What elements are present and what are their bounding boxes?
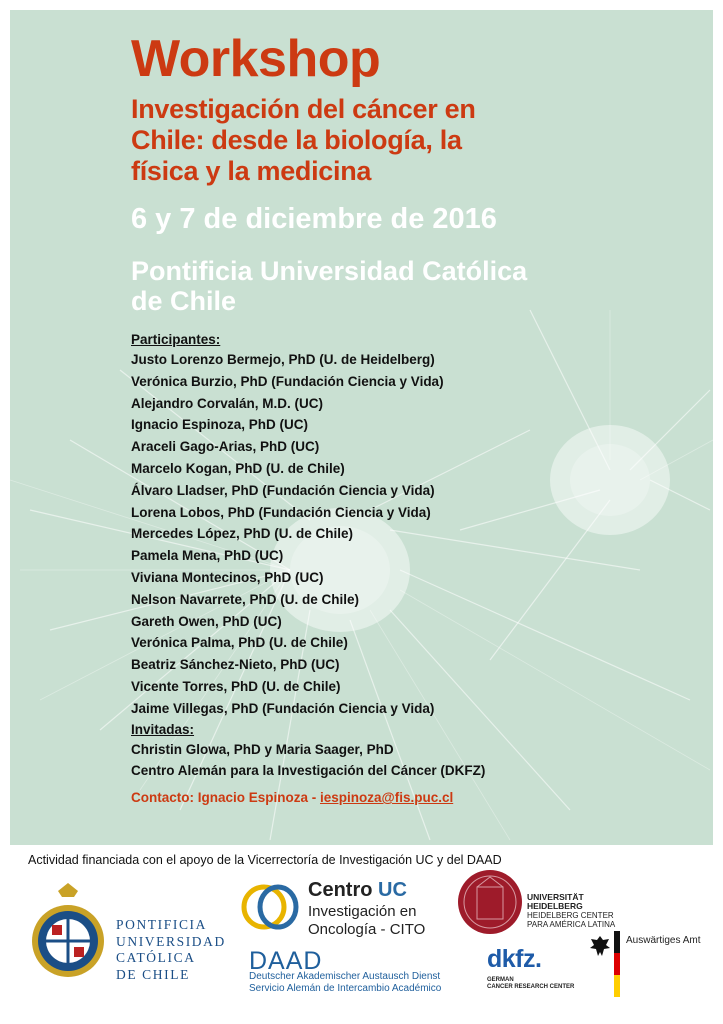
participant-item: Nelson Navarrete, PhD (U. de Chile) <box>131 591 360 607</box>
participant-item: Marcelo Kogan, PhD (U. de Chile) <box>131 460 345 476</box>
participant-item: Vicente Torres, PhD (U. de Chile) <box>131 678 341 694</box>
participant-item: Beatriz Sánchez-Nieto, PhD (UC) <box>131 657 340 673</box>
invited-item: Christin Glowa, PhD y Maria Saager, PhD <box>131 741 394 757</box>
event-date: 6 y 7 de diciembre de 2016 <box>131 203 497 235</box>
contact-label: Contacto: Ignacio Espinoza - <box>131 790 321 806</box>
heidelberg-seal-icon <box>457 869 523 935</box>
participant-item: Verónica Palma, PhD (U. de Chile) <box>131 635 348 651</box>
event-venue: Pontificia Universidad Católica de Chile <box>131 256 528 316</box>
heidelberg-name: UNIVERSITÄT HEIDELBERG HEIDELBERG CENTER PARA AMÉRICA LATINA <box>527 892 616 929</box>
puc-name: PONTIFICIA UNIVERSIDAD CATÓLICA DE CHILE <box>116 917 226 982</box>
invited-item: Centro Alemán para la Investigación del Cáncer (DKFZ) <box>131 763 486 779</box>
funding-note: Actividad financiada con el apoyo de la Vicerrectoría de Investigación UC y del DAAD <box>28 853 502 867</box>
dkfz-logo-icon: dkfz. <box>487 945 542 973</box>
participant-item: Verónica Burzio, PhD (Fundación Ciencia y Vida) <box>131 373 444 389</box>
german-eagle-icon <box>589 934 611 958</box>
participant-item: Pamela Mena, PhD (UC) <box>131 548 284 564</box>
daad-logo-icon: DAAD <box>249 947 323 975</box>
poster-panel <box>10 10 713 845</box>
german-flag-icon <box>614 931 620 997</box>
participant-item: Jaime Villegas, PhD (Fundación Ciencia y Vida) <box>131 700 435 716</box>
daad-description: Deutscher Akademischer Austausch Dienst Servicio Alemán de Intercambio Académico <box>249 971 442 994</box>
participant-item: Mercedes López, PhD (U. de Chile) <box>131 526 354 542</box>
participants-list <box>131 330 701 782</box>
puc-seal-icon <box>30 883 106 983</box>
contact-email-link[interactable]: iespinoza@fis.puc.cl <box>320 790 454 806</box>
poster-content <box>131 30 701 805</box>
workshop-subtitle: Investigación del cáncer en Chile: desde la biología, la física y la medicina <box>131 94 476 186</box>
auswaertiges-amt-label: Auswärtiges Amt <box>626 935 701 946</box>
participant-item: Alejandro Corvalán, M.D. (UC) <box>131 395 324 411</box>
participant-item: Lorena Lobos, PhD (Fundación Ciencia y Vida) <box>131 504 431 520</box>
cito-logo-icon <box>238 881 306 933</box>
participant-item: Álvaro Lladser, PhD (Fundación Ciencia y Vida) <box>131 482 435 498</box>
cito-name: Centro UC <box>308 879 407 901</box>
participant-item: Viviana Montecinos, PhD (UC) <box>131 569 324 585</box>
cito-description: Investigación en Oncología - CITO <box>308 903 426 938</box>
participant-item: Ignacio Espinoza, PhD (UC) <box>131 417 309 433</box>
participant-item: Justo Lorenzo Bermejo, PhD (U. de Heidelberg) <box>131 352 435 367</box>
invited-heading: Invitadas: <box>131 721 195 737</box>
workshop-title: Workshop <box>131 30 381 88</box>
participant-item: Araceli Gago-Arias, PhD (UC) <box>131 439 320 455</box>
contact-line <box>131 790 701 805</box>
participants-heading: Participantes: <box>131 332 221 347</box>
participant-item: Gareth Owen, PhD (UC) <box>131 613 282 629</box>
dkfz-description: GERMAN CANCER RESEARCH CENTER <box>487 977 575 990</box>
sponsor-footer <box>0 845 723 1024</box>
